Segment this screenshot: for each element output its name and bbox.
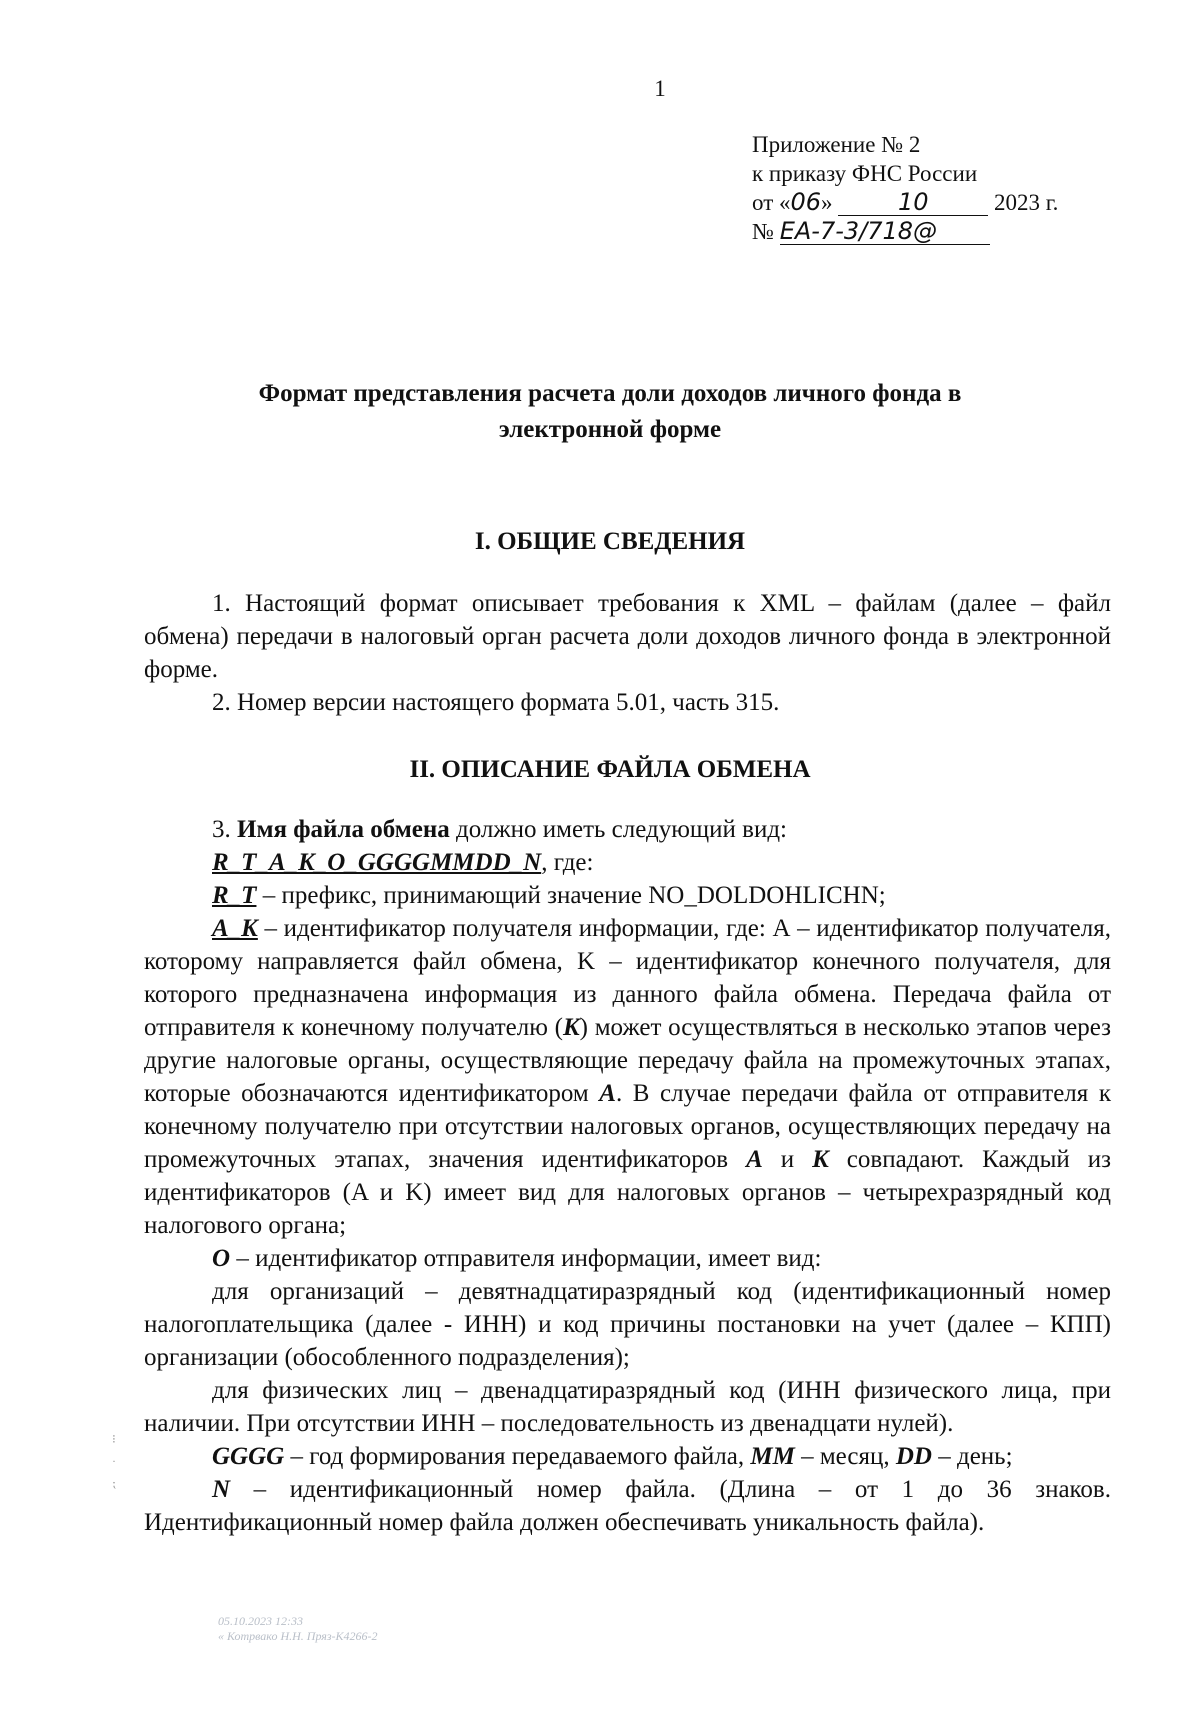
stamp-line-1: 05.10.2023 12:33 [218,1614,303,1628]
paragraph-2: 2. Номер версии настоящего формата 5.01, часть 315. [212,689,780,716]
o-text: – идентификатор отправителя информации, имеет вид: [236,1245,822,1272]
appendix-date-line [752,188,1112,217]
gggg-text-3: – день; [931,1443,1013,1470]
rt-definition [144,879,1111,912]
date-month: 10 [898,188,929,216]
pattern-suffix: , где: [541,849,594,876]
section-1-body [144,587,1111,719]
number-prefix: № [752,219,774,244]
appendix-line-1: Приложение № 2 [752,132,921,157]
registration-stamp [218,1614,378,1644]
ak-and: и [762,1146,813,1173]
pattern-code: R_T_A_K_O_GGGGMMDD_N [212,849,542,876]
appendix-line-2: к приказу ФНС России [752,161,978,186]
appendix-number-line [752,217,1112,246]
date-day: 06 [790,188,822,216]
o-code: O [212,1245,231,1272]
ak-k-2: K [812,1146,829,1173]
ak-code: A_K [212,915,258,942]
section-2-body [144,813,1111,1539]
paragraph-3-text: должно иметь следующий вид: [456,816,787,843]
title-line-1: Формат представления расчета доли доходов личного фонда в [258,380,962,407]
date-year: 2023 г. [994,190,1059,215]
ak-text-3: . В случае передачи файла от отправителя к конечному получателю при отсутствии налоговых органов, осуществляющих передачу на промежуточных этапах, значения идентификаторов [144,1080,1111,1173]
n-definition [144,1473,1111,1539]
paragraph-3-bold: Имя файла обмена [237,816,450,843]
document-title [130,376,1090,448]
order-number-field [780,219,990,245]
rt-text: – префикс, принимающий значение NO_DOLDOHLICHN; [262,882,886,909]
ak-text-4: совпадают. Каждый из идентификаторов (A и K) имеет вид для налоговых органов – четырехразрядный код налогового органа; [144,1146,1111,1239]
gggg-text-1: – год формирования передаваемого файла, [284,1443,751,1470]
ak-text-2: ) может осуществляться в несколько этапов через другие налоговые органы, осуществляющие передачу файла на промежуточных этапах, которые обозначаются идентификатором [144,1014,1111,1107]
dd-code: DD [895,1443,932,1470]
ak-a-2: А [746,1146,763,1173]
date-month-field [838,190,988,216]
date-prefix: от « [752,190,791,215]
mm-code: MM [750,1443,795,1470]
org-definition: для организаций – девятнадцатиразрядный код (идентификационный номер налогоплательщика (далее - ИНН) и код причины постановки на учет (далее – КПП) организации (обособленного подразделения); [144,1278,1111,1371]
date-mid: » [821,190,833,215]
file-name-pattern [144,846,1111,879]
stamp-line-2: « Котрвако Н.Н. Пряз-К4266-2 [218,1629,378,1643]
paragraph-3 [144,813,1111,846]
ak-text-1: – идентификатор получателя информации, где: А – идентификатор получателя, которому направляется файл обмена, K – идентификатор конечного получателя, для которого предназначена информация из данного файла обмена. Передача файла от отправителя к конечному получателю ( [144,915,1111,1041]
o-definition [144,1242,1111,1275]
appendix-block [752,130,1112,246]
n-text: – идентификационный номер файла. (Длина – от 1 до 36 знаков. Идентификационный номер файла должен обеспечивать уникальность файла). [144,1476,1111,1536]
paragraph-1: 1. Настоящий формат описывает требования к XML – файлам (далее – файл обмена) передачи в налоговый орган расчета доли доходов личного фонда в электронной форме. [144,590,1111,683]
ak-a-1: А [599,1080,616,1107]
section-2-heading: II. ОПИСАНИЕ ФАЙЛА ОБМЕНА [409,756,811,783]
gggg-code: GGGG [212,1443,285,1470]
ak-k-1: K [562,1014,580,1041]
section-1-heading: I. ОБЩИЕ СВЕДЕНИЯ [474,528,746,555]
individual-definition: для физических лиц – двенадцатиразрядный код (ИНН физического лица, при наличии. При отсутствии ИНН – последовательность из двенадцати нулей). [144,1377,1111,1437]
margin-marks: ⁝ · ⁏ [112,1432,117,1490]
date-definition [144,1440,1111,1473]
rt-code: R_T [212,882,257,909]
n-code: N [212,1476,231,1503]
page-number: 1 [654,76,666,101]
paragraph-3-number: 3. [212,816,231,843]
order-number: ЕА-7-3/718@ [779,217,938,245]
ak-definition [144,912,1111,1242]
gggg-text-2: – месяц, [794,1443,896,1470]
title-line-2: электронной форме [498,416,722,443]
